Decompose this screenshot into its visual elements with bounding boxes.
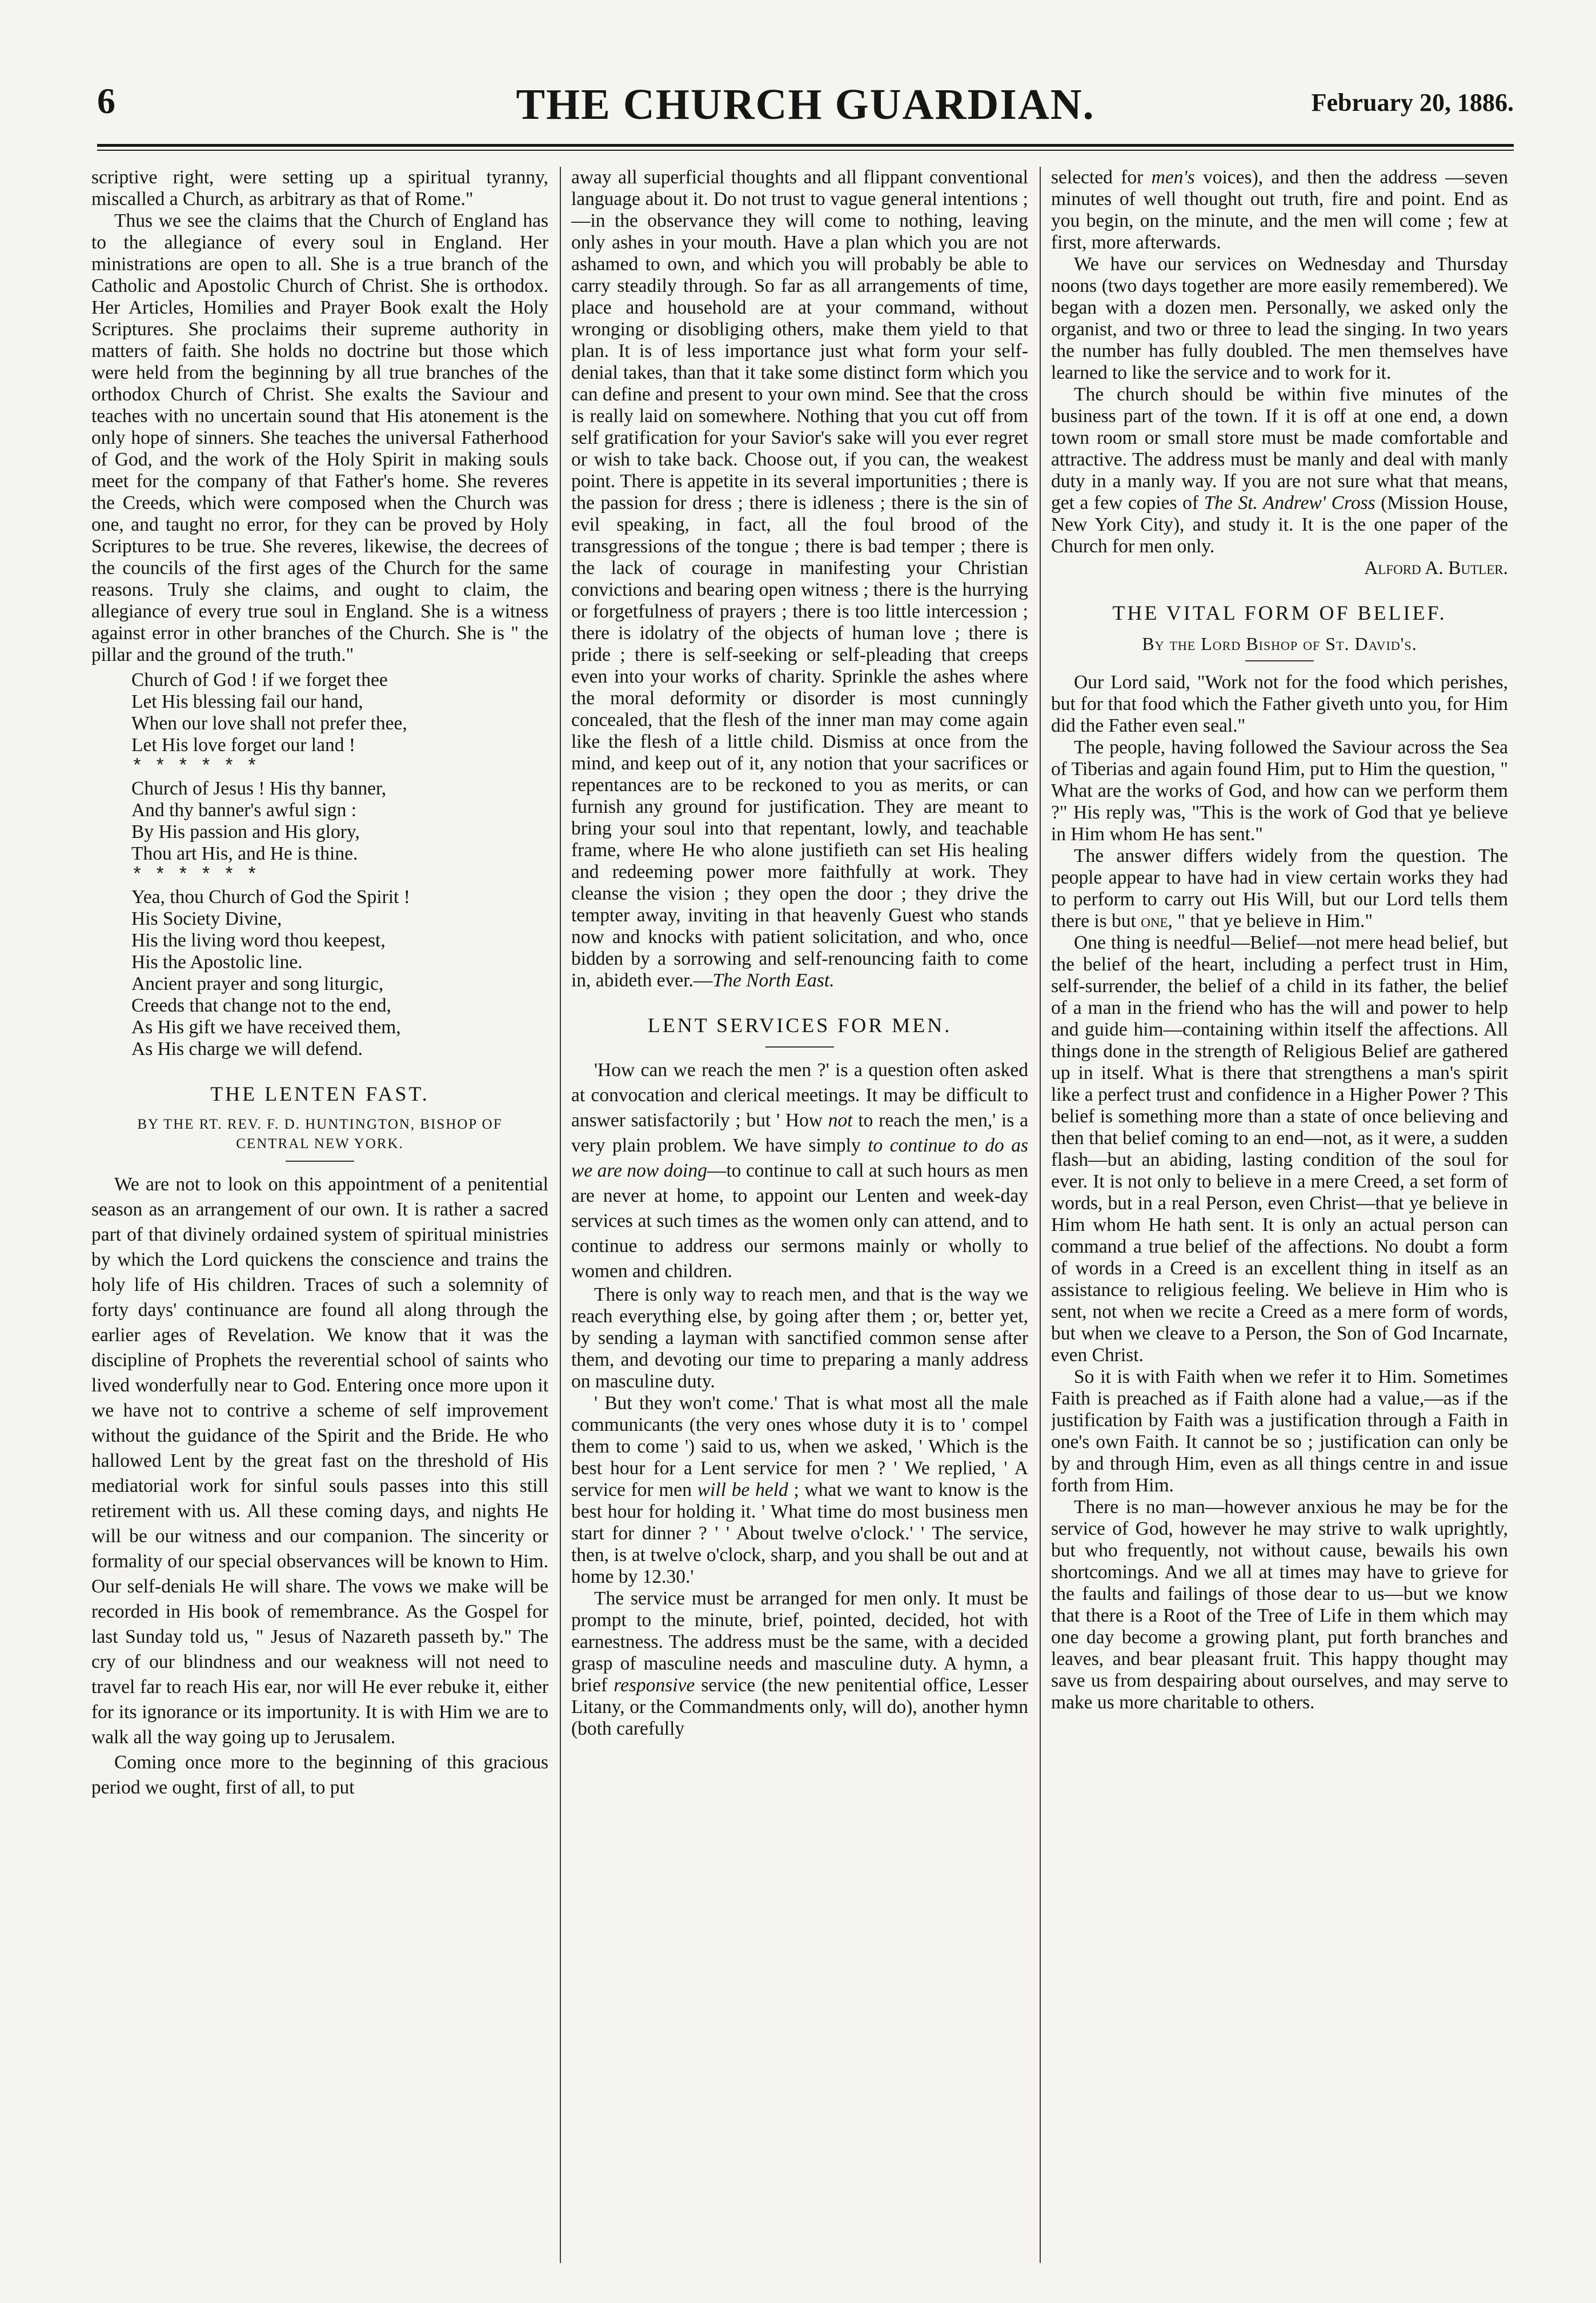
poem-separator: * * * * * * <box>131 756 258 778</box>
article-byline: BY THE RT. REV. F. D. HUNTINGTON, BISHOP OF CENTRAL NEW YORK. <box>137 1117 503 1152</box>
column-2 <box>571 167 1028 2280</box>
poem-line: Let His blessing fail our hand, <box>131 691 363 712</box>
column-divider <box>560 167 561 2263</box>
paragraph <box>571 167 1028 992</box>
paragraph: The people, having followed the Saviour across the Sea of Tiberias and again found Him, put to Him the question, " What are the works of God, and how can we perform them ?" His reply was, "This is the work of God that ye believe in Him whom He has sent." <box>1051 737 1508 845</box>
poem-line: Creeds that change not to the end, <box>131 995 391 1016</box>
emphasis: will be held <box>697 1479 788 1500</box>
poem-separator: * * * * * * <box>131 865 258 886</box>
poem-line: Ancient prayer and song liturgic, <box>131 973 384 994</box>
text-run: 'How can we reach the men ?' is a question often asked at convocation and clerical meetings. It may be difficult to answer satisfactorily ; but ' How <box>571 1060 1028 1131</box>
text-run: The church should be within five minutes of the business part of the town. If it is off at one end, a down town room or small store must be made comfortable and attractive. The address must be manly and deal with manly duty in a manly way. If you are not sure what that means, get a few copies of <box>1051 384 1508 513</box>
divider <box>286 1161 354 1162</box>
paragraph: Our Lord said, "Work not for the food which perishes, but for that food which the Father giveth unto you, for Him did the Father even seal." <box>1051 672 1508 736</box>
text-run: (Mission House, New York City), and study it. It is the one paper of the Church for men only. <box>1051 492 1508 557</box>
text-run: The answer differs widely from the question. The people appear to have had in view certain works they had to perform to carry out His Will, but our Lord tells them there is but <box>1051 845 1508 932</box>
header-rule <box>97 144 1514 147</box>
poem-line: Yea, thou Church of God the Spirit ! <box>131 886 410 908</box>
poem-line: His the living word thou keepest, <box>131 930 386 951</box>
paragraph: So it is with Faith when we refer it to Him. Sometimes Faith is preached as if Faith alone had a value,—as if the justification by Faith was a justification through a Faith in one's own Faith. It cannot be so ; justification can only be by and through Him, even as all things centre in and issue forth from Him. <box>1051 1366 1508 1496</box>
poem-line: Church of God ! if we forget thee <box>131 669 388 691</box>
poem-line: And thy banner's awful sign : <box>131 800 357 821</box>
header-rule-thin <box>97 150 1514 151</box>
paragraph <box>571 1588 1028 1740</box>
paragraph: There is no man—however anxious he may be for the service of God, however he may strive to walk uprightly, but who frequently, not without cause, bewails his own shortcomings. And we all at times may have to grieve for the faults and failings of those dear to us—but we know that there is a Root of the Tree of Life in them which may one day become a growing plant, put forth branches and leaves, and bear pleasant fruit. This happy thought may save us from despairing about ourselves, and may serve to make us more charitable to others. <box>1051 1496 1508 1713</box>
page-number: 6 <box>97 81 115 121</box>
text-run: service (the new penitential office, Lesser Litany, or the Commandments only, will do), another hymn (both carefully <box>571 1675 1028 1739</box>
text-run: The service must be arranged for men only. It must be prompt to the minute, brief, pointed, decided, hot with earnestness. The address must be the same, with a decided grasp of masculine needs and masculine duty. A hymn, a brief <box>571 1588 1028 1696</box>
text-run: to reach the men,' is a very plain problem. We have simply <box>571 1110 1028 1156</box>
column-divider <box>1040 167 1041 2263</box>
paragraph <box>1051 167 1508 254</box>
emphasis: The St. Andrew' Cross <box>1204 492 1376 513</box>
poem-line: Thou art His, and He is thine. <box>131 843 358 864</box>
text-run: selected for <box>1051 167 1152 188</box>
author-signature: Alford A. Butler. <box>1364 557 1508 579</box>
masthead: THE CHURCH GUARDIAN. <box>516 81 1095 129</box>
issue-date: February 20, 1886. <box>1311 89 1514 117</box>
source-citation: The North East. <box>712 970 835 991</box>
text-run: , " that ye believe in Him." <box>1168 910 1373 932</box>
column-3 <box>1051 167 1508 2280</box>
paragraph <box>1051 845 1508 932</box>
page-header <box>97 80 1514 143</box>
poem-line: Let His love forget our land ! <box>131 735 355 756</box>
emphasis: not <box>828 1110 853 1131</box>
paragraph: Thus we see the claims that the Church of England has to the allegiance of every soul in England. Her ministrations are open to all. She is a true branch of the Catholic and Apostolic Church of Christ. She is orthodox. Her Articles, Homilies and Prayer Book exalt the Holy Scriptures. She proclaims their supreme authority in matters of faith. She holds no doctrine but those which were held from the beginning by all true branches of the orthodox Church of Christ. She exalts the Saviour and teaches with no uncertain sound that His atonement is the only hope of sinners. She teaches the universal Fatherhood of God, and the work of the Holy Spirit in making souls meet for the company of that Father's home. She reveres the Creeds, which were composed when the Church was one, and taught no error, for they can be proved by Holy Scriptures to be true. She reveres, likewise, the decrees of the councils of the first ages of the Church for the same reasons. Truly she claims, and ought to claim, the allegiance of every true soul in England. She is a witness against error in other branches of the Church. She is " the pillar and the ground of the truth." <box>91 210 548 665</box>
emphasis: responsive <box>613 1675 695 1696</box>
paragraph <box>571 1058 1028 1284</box>
poem <box>131 669 548 1060</box>
poem-line: When our love shall not prefer thee, <box>131 713 407 734</box>
article-heading: THE VITAL FORM OF BELIEF. <box>1112 601 1447 624</box>
text-run: voices), and then the address —seven minutes of well thought out truth, fire and point. End as you begin, on the minute, and the men will come ; few at first, more afterwards. <box>1051 167 1508 253</box>
emphasis: to continue to do as we are now doing <box>571 1135 1028 1181</box>
article-heading: THE LENTEN FAST. <box>210 1082 430 1105</box>
paragraph: There is only way to reach men, and that is the way we reach everything else, by going after them ; or, better yet, by sending a layman with sanctified common sense after them, and devoting our time to preparing a manly address on masculine duty. <box>571 1284 1028 1392</box>
paragraph <box>571 1393 1028 1588</box>
paragraph: Coming once more to the beginning of this gracious period we ought, first of all, to put <box>91 1752 548 1798</box>
text-run: —to continue to call at such hours as men are never at home, to appoint our Lenten and week-day services at such times as the women only can attend, and to continue to address our sermons mainly or wholly to women and children. <box>571 1160 1028 1282</box>
text-run: ' But they won't come.' That is what most all the male communicants (the very ones whose duty it is to ' compel them to come ') said to us, when we asked, ' Which is the best hour for a Lent service for men ? ' We replied, ' A service for men <box>571 1393 1028 1500</box>
poem-line: His Society Divine, <box>131 908 282 929</box>
text-run: away all superficial thoughts and all flippant conventional language about it. Do not trust to vague general intentions ;—in the observance they will come to nothing, leaving only ashes in your mouth. Have a plan which you are not ashamed to own, and which you will probably be able to carry steadily through. So far as all arrangements of time, place and household are at your command, without wronging or disobliging others, make them yield to that plan. It is of less importance just what form your self-denial takes, than that it take some distinct form which you can define and present to your own mind. See that the cross is really laid on somewhere. Nothing that you cut off from self gratification for your Savior's sake will you ever regret or wish to take back. Choose out, if you can, the weakest point. There is appetite in its several importunities ; there is the passion for dress ; there is idleness ; there is the sin of evil speaking, in fact, all the foul brood of the transgressions of the tongue ; there is bad temper ; there is the lack of courage in manifesting your Christian convictions and bearing open witness ; there is the hurrying or forgetfulness of prayers ; there is too little intercession ; there is idolatry of the objects of human love ; there is pride ; there is self-seeking or self-pleading that creeps even into your works of charity. Sprinkle the ashes where the moral deformity or disorder is most cunningly concealed, that the flesh of the inner man may come again like the flesh of a little child. Dismiss at once from the mind, and keep out of it, any notion that your sacrifices or repentances are to be reckoned to you as merits, or can furnish any ground for justification. They are meant to bring your soul into that repentant, lowly, and teachable frame, where He who alone justifieth can set His healing and redeeming power more faithfully at work. They cleanse the vision ; they open the door ; they drive the tempter away, inviting in that heavenly Guest who stands now and knocks with patient solicitation, and who, once bidden by a sorrowing and self-renouncing faith to come in, abideth ever.— <box>571 167 1028 991</box>
divider <box>1245 660 1314 661</box>
article-byline: By the Lord Bishop of St. David's. <box>1142 633 1417 654</box>
divider <box>765 1046 834 1048</box>
paragraph: One thing is needful—Belief—not mere head belief, but the belief of the heart, including a perfect trust in Him, self-surrender, the belief of a child in its father, the belief of a man in the friend who has the will and power to help and guide him—containing within itself the affections. All things done in the strength of Religious Belief are gathered up in itself. What is there that strengthens a man's spirit like a perfect trust and confidence in a Higher Power ? This belief is something more than a state of once believing and then that belief coming to an end—not, as it were, a sudden flash—but an abiding, lasting condition of the soul for ever. It is not only to believe in a mere Creed, a set form of words, but in a real Person, even Christ—that ye believe in Him whom He hath sent. It is only an actual person can command a true belief of the affections. No doubt a form of words in a Creed is an excellent thing in itself as an assistance to religious feeling. We believe in Him who is sent, not when we recite a Creed as a mere form of words, but when we cleave to a Person, the Son of God Incarnate, even Christ. <box>1051 932 1508 1366</box>
poem-line: As His charge we will defend. <box>131 1038 363 1060</box>
paragraph: scriptive right, were setting up a spiritual tyranny, miscalled a Church, as arbitrary as that of Rome." <box>91 167 548 210</box>
paragraph <box>1051 384 1508 557</box>
article-heading: LENT SERVICES FOR MEN. <box>647 1014 952 1037</box>
paragraph: We are not to look on this appointment of a penitential season as an arrangement of our own. It is rather a sacred part of that divinely ordained system of spiritual ministries by which the Lord quickens the conscience and trains the holy life of His children. Traces of such a solemnity of forty days' continuance are found all along through the earlier ages of Revelation. We know that it was the discipline of Prophets the reverential school of saints who lived wonderfully near to God. Entering once more upon it we have not to contrive a scheme of self improvement without the guidance of the Spirit and the Bride. He who hallowed Lent by the great fast on the threshold of His mediatorial work for sinful souls passes into this still retirement with us. All these coming days, and nights He will be our witness and our companion. The sincerity or formality of our special observances will be known to Him. Our self-denials He will share. The vows we make will be recorded in His book of remembrance. As the Gospel for last Sunday told us, " Jesus of Nazareth passeth by." The cry of our blindness and our weakness will not need to travel far to reach His ear, nor will He ever rebuke it, either for its ignorance or its importunity. It is with Him we are to walk all the way going up to Jerusalem. <box>91 1174 548 1748</box>
poem-line: By His passion and His glory, <box>131 821 360 842</box>
text-run: ; what we want to know is the best hour for holding it. ' What time do most business men start for dinner ? ' ' About twelve o'clock.' ' The service, then, is at twelve o'clock, sharp, and you shall be out and at home by 12.30.' <box>571 1479 1028 1587</box>
poem-line: His the Apostolic line. <box>131 952 303 973</box>
poem-line: Church of Jesus ! His thy banner, <box>131 778 387 799</box>
emphasis: one <box>1141 910 1168 932</box>
paragraph: We have our services on Wednesday and Thursday noons (two days together are more easily remembered). We began with a dozen men. Personally, we asked only the organist, and two or three to lead the singing. In two years the number has fully doubled. The men themselves have learned to like the service and to work for it. <box>1051 254 1508 383</box>
poem-line: As His gift we have received them, <box>131 1017 401 1038</box>
column-1 <box>91 167 548 2280</box>
emphasis: men's <box>1151 167 1195 188</box>
